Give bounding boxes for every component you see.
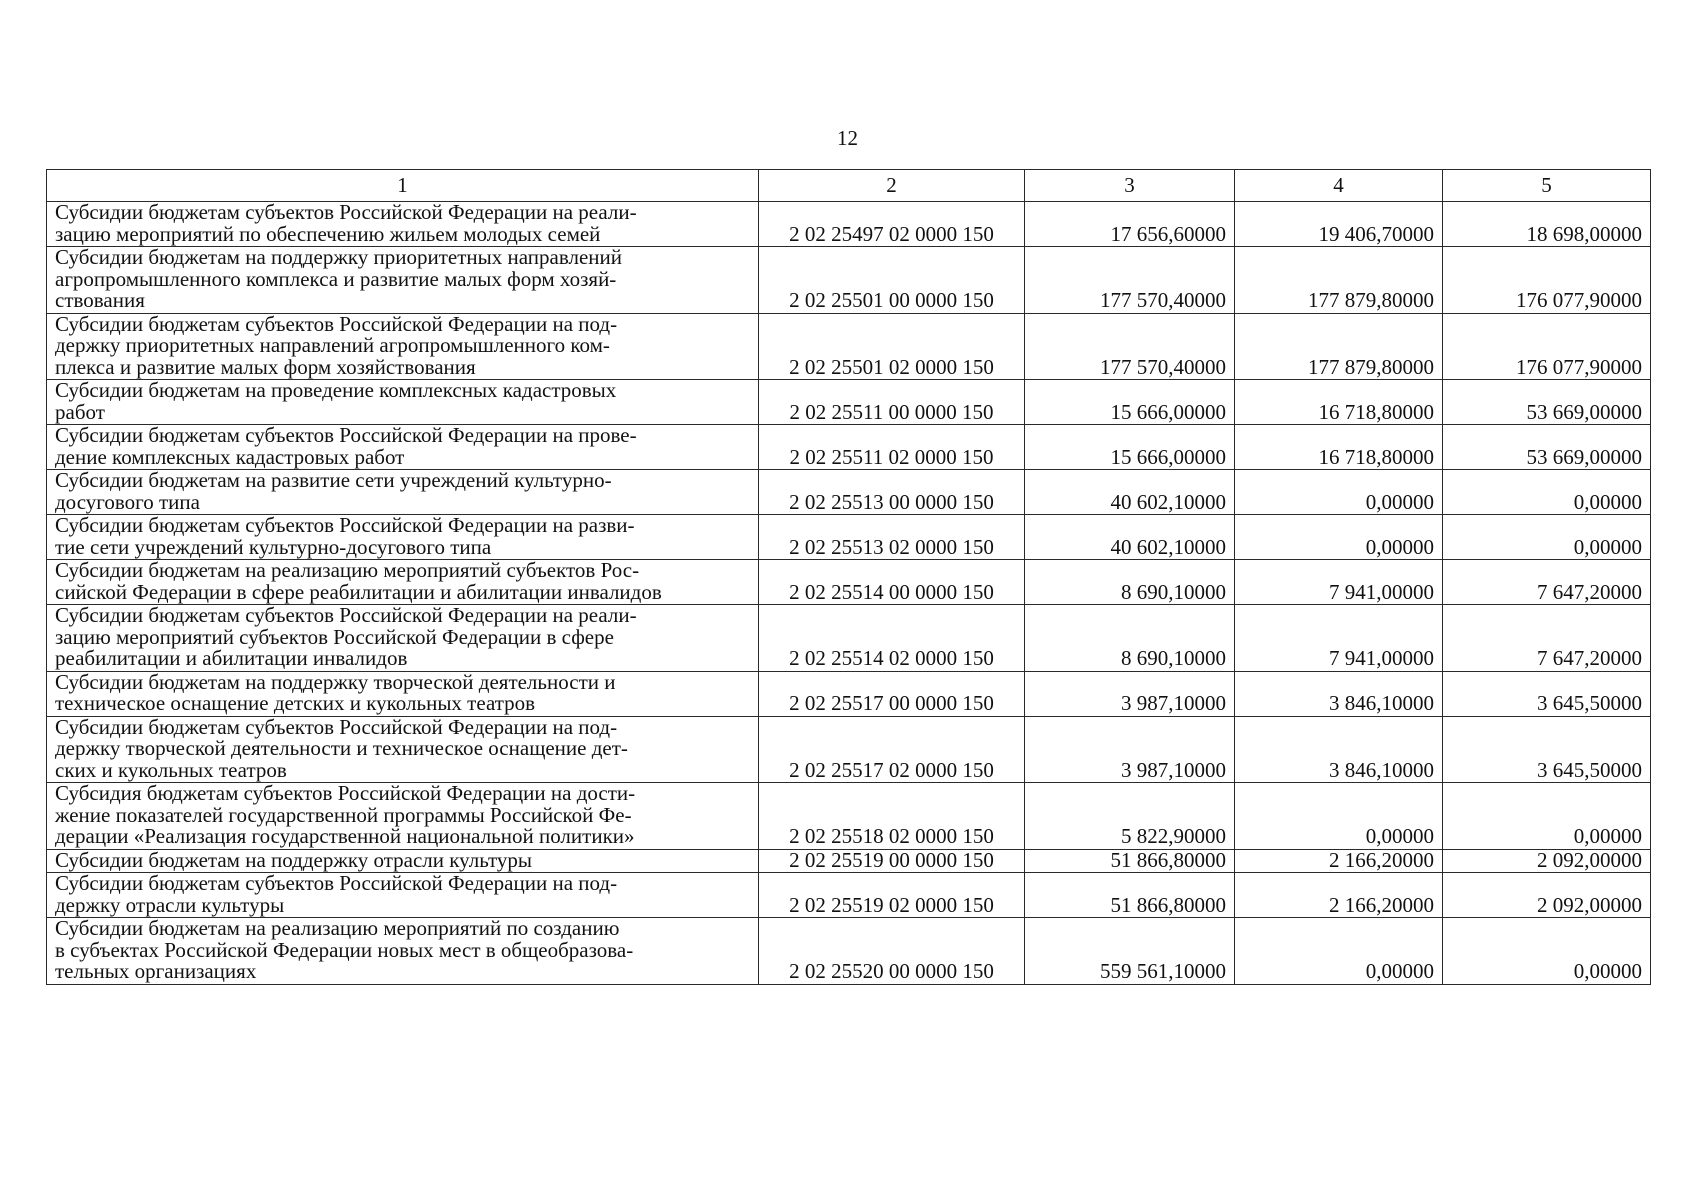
row-name-cell: Субсидии бюджетам на поддержку творческой деятельности и техническое оснащение детских и кукольных театров xyxy=(47,671,759,716)
row-value-col4: 177 879,80000 xyxy=(1235,247,1443,314)
row-value-col5: 0,00000 xyxy=(1443,470,1651,515)
table-row xyxy=(47,873,1651,918)
row-name-cell: Субсидии бюджетам субъектов Российской Федерации на реали- зацию мероприятий по обеспечению жильем молодых семей xyxy=(47,202,759,247)
row-code-cell: 2 02 25517 02 0000 150 xyxy=(759,716,1025,783)
row-name-cell: Субсидии бюджетам на проведение комплексных кадастровых работ xyxy=(47,380,759,425)
table-row xyxy=(47,380,1651,425)
row-name-cell: Субсидии бюджетам на реализацию мероприятий субъектов Рос- сийской Федерации в сфере реабилитации и абилитации инвалидов xyxy=(47,560,759,605)
table-row xyxy=(47,515,1651,560)
row-value-col3: 8 690,10000 xyxy=(1025,560,1235,605)
table-row xyxy=(47,918,1651,985)
row-code-cell: 2 02 25511 00 0000 150 xyxy=(759,380,1025,425)
table-row xyxy=(47,716,1651,783)
row-code-cell: 2 02 25501 00 0000 150 xyxy=(759,247,1025,314)
row-value-col5: 0,00000 xyxy=(1443,918,1651,985)
row-value-col3: 3 987,10000 xyxy=(1025,716,1235,783)
row-value-col4: 3 846,10000 xyxy=(1235,671,1443,716)
row-value-col3: 177 570,40000 xyxy=(1025,313,1235,380)
row-name-cell: Субсидии бюджетам субъектов Российской Федерации на реали- зацию мероприятий субъектов Российской Федерации в сфере реабилитации и абилитации инвалидов xyxy=(47,605,759,672)
row-value-col4: 0,00000 xyxy=(1235,515,1443,560)
row-value-col3: 17 656,60000 xyxy=(1025,202,1235,247)
row-code-cell: 2 02 25520 00 0000 150 xyxy=(759,918,1025,985)
row-value-col4: 3 846,10000 xyxy=(1235,716,1443,783)
row-value-col5: 176 077,90000 xyxy=(1443,313,1651,380)
row-code-cell: 2 02 25511 02 0000 150 xyxy=(759,425,1025,470)
page-number: 12 xyxy=(837,126,858,150)
row-name-cell: Субсидии бюджетам субъектов Российской Федерации на разви- тие сети учреждений культурно-досугового типа xyxy=(47,515,759,560)
table-row xyxy=(47,202,1651,247)
row-name-cell: Субсидии бюджетам на развитие сети учреждений культурно- досугового типа xyxy=(47,470,759,515)
row-code-cell: 2 02 25501 02 0000 150 xyxy=(759,313,1025,380)
row-value-col4: 19 406,70000 xyxy=(1235,202,1443,247)
row-code-cell: 2 02 25514 00 0000 150 xyxy=(759,560,1025,605)
table-row xyxy=(47,313,1651,380)
row-value-col3: 51 866,80000 xyxy=(1025,873,1235,918)
column-header-4: 4 xyxy=(1235,170,1443,202)
row-code-cell: 2 02 25519 02 0000 150 xyxy=(759,873,1025,918)
row-name-cell: Субсидии бюджетам на поддержку отрасли культуры xyxy=(47,849,759,873)
row-value-col5: 3 645,50000 xyxy=(1443,671,1651,716)
table-body xyxy=(47,202,1651,985)
row-value-col5: 0,00000 xyxy=(1443,515,1651,560)
row-value-col3: 40 602,10000 xyxy=(1025,470,1235,515)
row-value-col4: 0,00000 xyxy=(1235,918,1443,985)
column-header-3: 3 xyxy=(1025,170,1235,202)
row-value-col5: 3 645,50000 xyxy=(1443,716,1651,783)
column-header-2: 2 xyxy=(759,170,1025,202)
row-value-col4: 7 941,00000 xyxy=(1235,560,1443,605)
row-value-col3: 15 666,00000 xyxy=(1025,380,1235,425)
row-name-cell: Субсидии бюджетам субъектов Российской Федерации на под- держку приоритетных направлений агропромышленного ком- плекса и развитие малых форм хозяйствования xyxy=(47,313,759,380)
row-value-col3: 3 987,10000 xyxy=(1025,671,1235,716)
table-row xyxy=(47,470,1651,515)
row-value-col4: 2 166,20000 xyxy=(1235,873,1443,918)
table-row xyxy=(47,849,1651,873)
table-row xyxy=(47,783,1651,850)
row-value-col5: 176 077,90000 xyxy=(1443,247,1651,314)
row-value-col4: 7 941,00000 xyxy=(1235,605,1443,672)
table-row xyxy=(47,671,1651,716)
row-value-col4: 16 718,80000 xyxy=(1235,425,1443,470)
row-value-col3: 40 602,10000 xyxy=(1025,515,1235,560)
row-code-cell: 2 02 25497 02 0000 150 xyxy=(759,202,1025,247)
table-row xyxy=(47,247,1651,314)
table-row xyxy=(47,560,1651,605)
row-code-cell: 2 02 25513 00 0000 150 xyxy=(759,470,1025,515)
row-value-col3: 8 690,10000 xyxy=(1025,605,1235,672)
row-value-col4: 0,00000 xyxy=(1235,783,1443,850)
row-name-cell: Субсидии бюджетам субъектов Российской Федерации на под- держку отрасли культуры xyxy=(47,873,759,918)
row-name-cell: Субсидия бюджетам субъектов Российской Федерации на дости- жение показателей государственной программы Российской Фе- дерации «Реализация государственной национальной политики» xyxy=(47,783,759,850)
row-name-cell: Субсидии бюджетам на реализацию мероприятий по созданию в субъектах Российской Федерации новых мест в общеобразова- тельных организациях xyxy=(47,918,759,985)
row-value-col5: 7 647,20000 xyxy=(1443,605,1651,672)
row-value-col5: 18 698,00000 xyxy=(1443,202,1651,247)
row-code-cell: 2 02 25513 02 0000 150 xyxy=(759,515,1025,560)
row-value-col3: 177 570,40000 xyxy=(1025,247,1235,314)
row-value-col3: 559 561,10000 xyxy=(1025,918,1235,985)
row-value-col4: 16 718,80000 xyxy=(1235,380,1443,425)
row-value-col5: 2 092,00000 xyxy=(1443,873,1651,918)
row-value-col5: 53 669,00000 xyxy=(1443,380,1651,425)
row-value-col3: 15 666,00000 xyxy=(1025,425,1235,470)
row-code-cell: 2 02 25518 02 0000 150 xyxy=(759,783,1025,850)
row-value-col5: 2 092,00000 xyxy=(1443,849,1651,873)
row-code-cell: 2 02 25514 02 0000 150 xyxy=(759,605,1025,672)
row-value-col5: 53 669,00000 xyxy=(1443,425,1651,470)
row-value-col4: 177 879,80000 xyxy=(1235,313,1443,380)
row-name-cell: Субсидии бюджетам субъектов Российской Федерации на под- держку творческой деятельности и техническое оснащение дет- ских и кукольных театров xyxy=(47,716,759,783)
table-header-row xyxy=(47,170,1651,202)
row-name-cell: Субсидии бюджетам на поддержку приоритетных направлений агропромышленного комплекса и развитие малых форм хозяй- ствования xyxy=(47,247,759,314)
row-value-col5: 7 647,20000 xyxy=(1443,560,1651,605)
row-code-cell: 2 02 25517 00 0000 150 xyxy=(759,671,1025,716)
row-value-col3: 5 822,90000 xyxy=(1025,783,1235,850)
row-value-col5: 0,00000 xyxy=(1443,783,1651,850)
row-code-cell: 2 02 25519 00 0000 150 xyxy=(759,849,1025,873)
budget-table xyxy=(46,169,1651,985)
row-value-col3: 51 866,80000 xyxy=(1025,849,1235,873)
table-row xyxy=(47,425,1651,470)
row-value-col4: 0,00000 xyxy=(1235,470,1443,515)
row-name-cell: Субсидии бюджетам субъектов Российской Федерации на прове- дение комплексных кадастровых работ xyxy=(47,425,759,470)
row-value-col4: 2 166,20000 xyxy=(1235,849,1443,873)
column-header-1: 1 xyxy=(47,170,759,202)
column-header-5: 5 xyxy=(1443,170,1651,202)
table-row xyxy=(47,605,1651,672)
